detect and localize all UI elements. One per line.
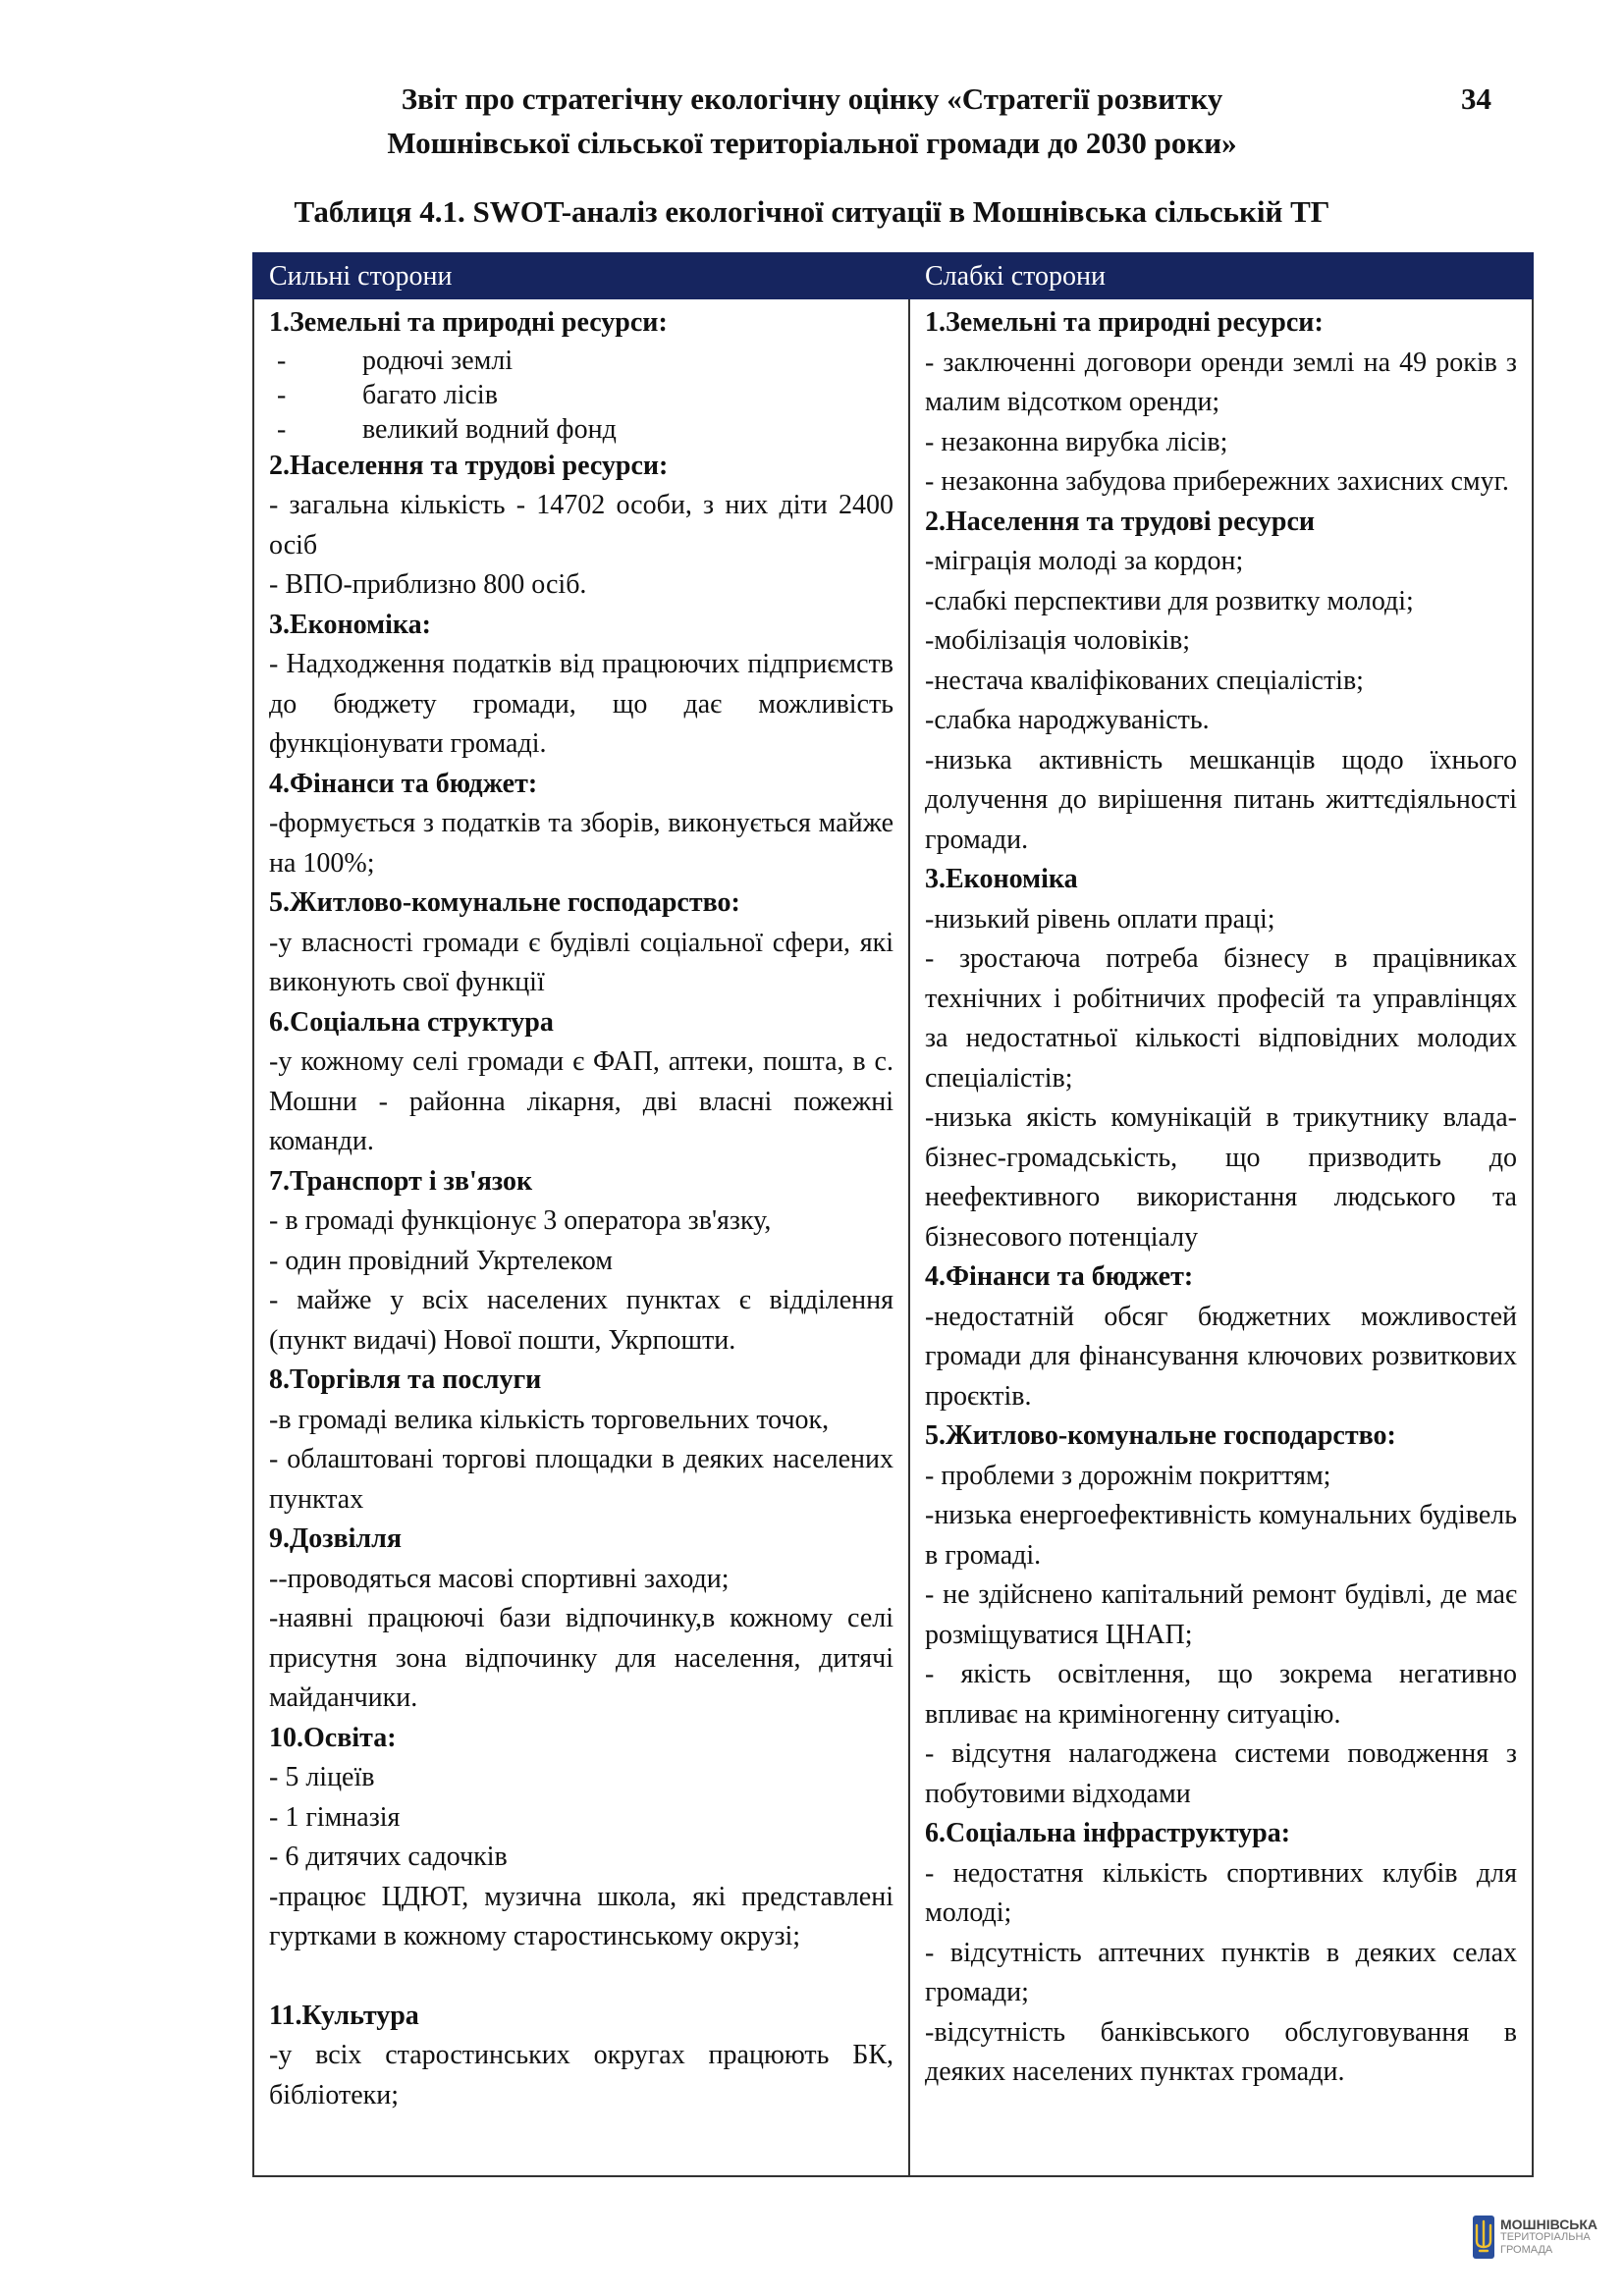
strength-item: - облаштовані торгові площадки в деяких населених пунктах [269,1444,893,1515]
weakness-item: -низька якість комунікацій в трикутнику влада-бізнес-громадськість, що призводить до неефективного використання людського та бізнесового потенціалу [925,1102,1517,1253]
strength-item: -у власності громади є будівлі соціальної сфери, які виконують свої функції [269,927,893,997]
weaknesses-header: Слабкі сторони [909,253,1533,298]
logo-text-line2: ТЕРИТОРІАЛЬНА [1500,2230,1591,2243]
blank-line [269,1957,893,1997]
weakness-item: - незаконна вирубка лісів; [925,426,1228,457]
weakness-item: -низький рівень оплати праці; [925,903,1275,934]
table-header-row [253,253,1533,298]
page-number: 34 [1461,81,1491,116]
weakness-item: -слабкі перспективи для розвитку молоді; [925,585,1414,616]
strength-item: -у кожному селі громади є ФАП, аптеки, пошта, в с. Мошни - районна лікарня, дві власні пожежні команди. [269,1046,893,1156]
swot-table [252,252,1534,2177]
weakness-section-title: 6.Соціальна інфраструктура: [925,1818,1291,1848]
logo-text [1500,2218,1597,2257]
list-item [269,344,893,378]
weakness-item: - відсутність аптечних пунктів в деяких селах громади; [925,1937,1517,2007]
weakness-item: - зростаюча потреба бізнесу в працівниках технічних і робітничих професій та управлінцях за недостатньої кількості відповідних молодих спеціалістів; [925,943,1517,1094]
strength-item: --проводяться масові спортивні заходи; [269,1563,730,1594]
strength-item: -у всіх старостинських округах працюють БК, бібліотеки; [269,2040,893,2110]
weakness-item: -низька енергоефективність комунальних будівель в громаді. [925,1500,1517,1571]
table-body-row [253,298,1533,2176]
weakness-item: - відсутня налагоджена системи поводження з побутовими відходами [925,1738,1517,1809]
strength-section-title: 4.Фінанси та бюджет: [269,768,538,799]
weakness-section-title: 5.Житлово-комунальне господарство: [925,1420,1396,1451]
strength-item: -в громаді велика кількість торговельних точок, [269,1404,830,1435]
strength-item: -формується з податків та зборів, виконується майже на 100%; [269,808,893,879]
strength-item: -наявні працюючі бази відпочинку,в кожному селі присутня зона відпочинку для населення, дитячі майданчики. [269,1603,893,1713]
strengths-header: Сильні сторони [253,253,909,298]
weakness-section-title: 4.Фінанси та бюджет: [925,1261,1194,1292]
strength-section-title: 11.Культура [269,2000,419,2031]
trident-emblem-icon [1473,2216,1494,2259]
strength-section-title: 3.Економіка: [269,609,431,640]
bullet-dash: - [277,345,287,376]
strength-item: - майже у всіх населених пунктах є відділення (пункт видачі) Нової пошти, Укрпошти. [269,1285,893,1356]
weaknesses-cell [909,298,1533,2176]
weakness-item: - не здійснено капітальний ремонт будівлі, де має розміщуватися ЦНАП; [925,1579,1517,1650]
strength-item: - загальна кількість - 14702 особи, з них діти 2400 осіб [269,490,893,561]
strength-section-title: 6.Соціальна структура [269,1006,554,1038]
strength-section-title: 10.Освіта: [269,1722,397,1753]
strength-item: - в громаді функціонує 3 оператора зв'язку, [269,1205,772,1236]
strength-section-title: 2.Населення та трудові ресурси: [269,450,669,481]
weakness-item: -низька активність мешканців щодо їхнього долучення до вирішення питань життєдіяльності громади. [925,744,1517,855]
strength-section-title: 1.Земельні та природні ресурси: [269,307,668,338]
weakness-item: - недостатня кількість спортивних клубів для молоді; [925,1857,1517,1928]
header-title-line1: Звіт про стратегічну екологічну оцінку «Стратегії розвитку [401,81,1223,116]
list-item [269,412,893,447]
weakness-item: - проблеми з дорожнім покриттям; [925,1460,1331,1491]
list-item [269,378,893,412]
weakness-item: - якість освітлення, що зокрема негативно впливає на криміногенну ситуацію. [925,1659,1517,1730]
weakness-item: - заключенні договори оренди землі на 49 років з малим відсотком оренди; [925,347,1517,417]
weakness-item: -слабка народжуваність. [925,705,1210,735]
header-title-line2: Мошнівської сільської територіальної громади до 2030 роки» [387,126,1237,160]
weakness-item: -нестача кваліфікованих спеціалістів; [925,665,1364,696]
strength-item: - 1 гімназія [269,1801,401,1833]
list-item-text: родючі землі [362,345,514,376]
strength-item: - 5 ліцеїв [269,1762,375,1792]
weakness-item: - незаконна забудова прибережних захисних смуг. [925,466,1509,497]
logo-text-line1: МОШНІВСЬКА [1500,2216,1598,2232]
strength-item: - один провідний Укртелеком [269,1245,613,1276]
strength-item: - 6 дитячих садочків [269,1842,508,1872]
logo-text-line3: ГРОМАДА [1500,2243,1553,2256]
strength-item: -працює ЦДЮТ, музична школа, які представлені гуртками в кожному старостинському окрузі; [269,1881,893,1951]
list-item-text: багато лісів [362,379,498,410]
strength-section-title: 8.Торгівля та послуги [269,1364,542,1395]
strengths-cell [253,298,909,2176]
table-caption: Таблиця 4.1. SWOT-аналіз екологічної ситуації в Мошнівська сільській ТГ [294,194,1330,229]
strength-item: - ВПО-приблизно 800 осіб. [269,569,587,600]
weakness-section-title: 3.Економіка [925,864,1078,894]
strength-section-title: 9.Дозвілля [269,1523,402,1554]
weakness-item: -відсутність банківського обслуговування в деяких населених пунктах громади. [925,2016,1517,2087]
bullet-dash: - [277,413,287,445]
weakness-item: -міграція молоді за кордон; [925,546,1244,576]
strength-item: - Надходження податків від працюючих підприємств до бюджету громади, що дає можливість функціонувати громаді. [269,649,893,759]
document-header [0,77,1624,165]
bullet-dash: - [277,379,287,410]
weakness-item: -недостатній обсяг бюджетних можливостей громади для фінансування ключових розвиткових проєктів. [925,1301,1517,1412]
community-logo [1473,2216,1597,2259]
strength-section-title: 7.Транспорт і зв'язок [269,1165,533,1197]
weakness-item: -мобілізація чоловіків; [925,625,1191,656]
weakness-section-title: 1.Земельні та природні ресурси: [925,307,1324,338]
list-item-text: великий водний фонд [362,413,617,445]
strength-section-title: 5.Житлово-комунальне господарство: [269,887,740,918]
weakness-section-title: 2.Населення та трудові ресурси [925,506,1316,537]
